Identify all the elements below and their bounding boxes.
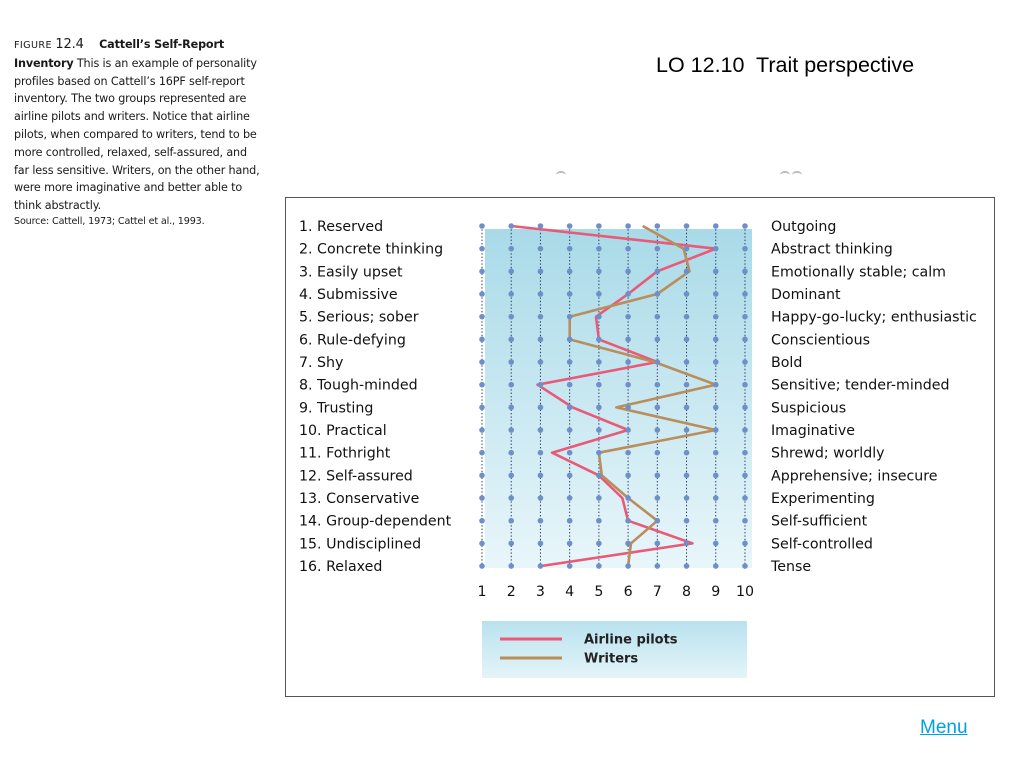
grid-dot [479, 359, 485, 365]
grid-dot [742, 314, 748, 320]
grid-dot [508, 405, 514, 411]
trait-label-left: 15. Undisciplined [299, 536, 422, 553]
grid-dot [713, 246, 719, 252]
grid-dot [596, 291, 602, 297]
grid-dot [567, 518, 573, 524]
grid-dot [713, 563, 719, 569]
grid-dot [684, 450, 690, 456]
grid-dot [742, 291, 748, 297]
x-tick-label: 10 [735, 584, 755, 600]
grid-dot [567, 405, 573, 411]
grid-dot [538, 473, 544, 479]
legend-label-airline-pilots: Airline pilots [584, 632, 678, 648]
grid-dot [655, 246, 661, 252]
grid-dot [567, 314, 573, 320]
grid-dot [596, 473, 602, 479]
x-tick-label: 3 [535, 584, 545, 600]
trait-label-left: 1. Reserved [299, 219, 384, 235]
grid-dot [625, 337, 631, 343]
trait-label-right: Conscientious [771, 332, 871, 349]
x-tick-label: 8 [682, 584, 692, 600]
grid-dot [508, 291, 514, 297]
grid-dot [567, 382, 573, 388]
grid-dot [742, 563, 748, 569]
grid-dot [655, 427, 661, 433]
grid-dot [713, 541, 719, 547]
grid-dot [713, 314, 719, 320]
grid-dot [625, 246, 631, 252]
trait-label-right: Bold [771, 355, 803, 372]
grid-dot [538, 450, 544, 456]
x-tick-label: 4 [565, 584, 575, 600]
grid-dot [538, 337, 544, 343]
grid-dot [567, 359, 573, 365]
grid-dot [742, 427, 748, 433]
grid-dot [655, 563, 661, 569]
figure-word: FIGURE [14, 40, 52, 51]
grid-dot [479, 450, 485, 456]
grid-dot [508, 518, 514, 524]
trait-label-left: 9. Trusting [299, 400, 374, 417]
grid-dot [538, 359, 544, 365]
grid-dot [538, 291, 544, 297]
grid-dot [567, 223, 573, 229]
trait-label-left: 3. Easily upset [299, 264, 403, 281]
cropped-text-fragment [792, 171, 802, 179]
grid-dot [479, 541, 485, 547]
grid-dot [567, 563, 573, 569]
grid-dot [538, 563, 544, 569]
grid-dot [655, 223, 661, 229]
grid-dot [508, 541, 514, 547]
grid-dot [742, 337, 748, 343]
grid-dot [567, 291, 573, 297]
grid-dot [538, 495, 544, 501]
grid-dot [684, 405, 690, 411]
grid-dot [713, 427, 719, 433]
grid-dot [479, 314, 485, 320]
x-tick-label: 1 [477, 584, 487, 600]
trait-label-left: 13. Conservative [299, 491, 420, 508]
trait-label-left: 4. Submissive [299, 287, 398, 304]
grid-dot [479, 427, 485, 433]
grid-dot [625, 405, 631, 411]
grid-dot [538, 269, 544, 275]
x-tick-label: 5 [594, 584, 604, 600]
chart-band [485, 229, 752, 568]
grid-dot [508, 223, 514, 229]
grid-dot [742, 495, 748, 501]
grid-dot [742, 223, 748, 229]
grid-dot [508, 427, 514, 433]
grid-dot [479, 382, 485, 388]
trait-label-left: 16. Relaxed [299, 559, 383, 576]
grid-dot [655, 269, 661, 275]
grid-dot [479, 246, 485, 252]
legend-box [482, 621, 747, 678]
grid-dot [508, 269, 514, 275]
grid-dot [596, 337, 602, 343]
grid-dot [567, 495, 573, 501]
grid-dot [655, 405, 661, 411]
figure-source: Source: Cattell, 1973; Cattel et al., 1993. [14, 215, 205, 227]
grid-dot [684, 427, 690, 433]
grid-dot [508, 246, 514, 252]
trait-label-right: Experimenting [771, 491, 875, 508]
grid-dot [479, 223, 485, 229]
grid-dot [567, 427, 573, 433]
grid-dot [713, 337, 719, 343]
grid-dot [479, 405, 485, 411]
grid-dot [479, 337, 485, 343]
trait-label-left: 2. Concrete thinking [299, 241, 444, 258]
trait-label-right: Dominant [771, 287, 841, 304]
grid-dot [538, 541, 544, 547]
grid-dot [567, 541, 573, 547]
grid-dot [655, 495, 661, 501]
grid-dot [596, 223, 602, 229]
trait-label-left: 5. Serious; sober [299, 309, 419, 326]
trait-label-right: Abstract thinking [771, 241, 893, 258]
figure-number: 12.4 [55, 37, 84, 52]
grid-dot [625, 314, 631, 320]
figure-body: This is an example of personality profiles based on Cattell’s 16PF self-report inventory. The two groups represented are airline pilots and writers. Notice that airline pilots, when compared to writers, tend to be more controlled, relaxed, self-assured, and far less sensitive. Writers, on the other hand, were more imaginative and better able to think abstractly. [14, 56, 260, 213]
grid-dot [742, 246, 748, 252]
grid-dot [596, 405, 602, 411]
grid-dot [625, 382, 631, 388]
grid-dot [625, 518, 631, 524]
grid-dot [538, 382, 544, 388]
grid-dot [508, 563, 514, 569]
figure-caption [14, 36, 262, 229]
trait-label-right: Shrewd; worldly [771, 445, 885, 462]
x-tick-label: 9 [711, 584, 721, 600]
figure-title: Cattell’s Self-Report Inventory [14, 38, 225, 70]
trait-label-right: Happy-go-lucky; enthusiastic [771, 309, 977, 326]
grid-dot [742, 450, 748, 456]
grid-dot [655, 518, 661, 524]
grid-dot [596, 495, 602, 501]
grid-dot [684, 359, 690, 365]
grid-dot [508, 473, 514, 479]
grid-dot [508, 382, 514, 388]
grid-dot [479, 495, 485, 501]
menu-link[interactable]: Menu [920, 717, 968, 738]
grid-dot [508, 495, 514, 501]
grid-dot [479, 291, 485, 297]
grid-dot [684, 269, 690, 275]
grid-dot [684, 246, 690, 252]
grid-dot [479, 518, 485, 524]
grid-dot [596, 246, 602, 252]
grid-dot [684, 291, 690, 297]
grid-dot [508, 337, 514, 343]
trait-label-right: Sensitive; tender-minded [771, 377, 950, 394]
grid-dot [625, 269, 631, 275]
x-tick-label: 2 [506, 584, 516, 600]
grid-dot [538, 518, 544, 524]
grid-dot [625, 223, 631, 229]
grid-dot [655, 541, 661, 547]
grid-dot [684, 541, 690, 547]
grid-dot [479, 269, 485, 275]
grid-dot [596, 427, 602, 433]
trait-label-right: Outgoing [771, 219, 837, 235]
trait-label-left: 7. Shy [299, 355, 344, 372]
grid-dot [567, 269, 573, 275]
grid-dot [713, 223, 719, 229]
grid-dot [655, 382, 661, 388]
trait-label-left: 6. Rule-defying [299, 332, 406, 349]
grid-dot [625, 563, 631, 569]
trait-label-left: 11. Fothright [299, 445, 391, 462]
cropped-text-fragment [556, 171, 566, 179]
grid-dot [713, 382, 719, 388]
grid-dot [684, 337, 690, 343]
grid-dot [596, 541, 602, 547]
grid-dot [538, 223, 544, 229]
grid-dot [596, 382, 602, 388]
grid-dot [684, 314, 690, 320]
trait-label-right: Apprehensive; insecure [771, 468, 938, 485]
grid-dot [538, 405, 544, 411]
grid-dot [684, 382, 690, 388]
grid-dot [567, 450, 573, 456]
chart-frame [285, 197, 995, 697]
grid-dot [596, 450, 602, 456]
grid-dot [538, 314, 544, 320]
trait-label-left: 14. Group-dependent [299, 513, 452, 530]
trait-label-right: Tense [771, 559, 812, 576]
grid-dot [655, 314, 661, 320]
grid-dot [655, 291, 661, 297]
grid-dot [713, 495, 719, 501]
trait-label-left: 10. Practical [299, 423, 387, 440]
profile-chart [286, 198, 993, 695]
grid-dot [538, 427, 544, 433]
grid-dot [567, 473, 573, 479]
grid-dot [596, 563, 602, 569]
grid-dot [508, 450, 514, 456]
trait-label-right: Imaginative [771, 423, 855, 440]
grid-dot [625, 291, 631, 297]
trait-label-left: 8. Tough-minded [299, 377, 418, 394]
grid-dot [655, 473, 661, 479]
grid-dot [625, 541, 631, 547]
grid-dot [713, 473, 719, 479]
x-tick-label: 7 [652, 584, 662, 600]
grid-dot [625, 427, 631, 433]
grid-dot [742, 269, 748, 275]
grid-dot [684, 563, 690, 569]
grid-dot [713, 359, 719, 365]
grid-dot [742, 405, 748, 411]
grid-dot [625, 359, 631, 365]
grid-dot [625, 450, 631, 456]
legend-label-writers: Writers [584, 651, 639, 667]
grid-dot [713, 405, 719, 411]
trait-label-right: Suspicious [771, 400, 847, 417]
grid-dot [625, 473, 631, 479]
grid-dot [655, 359, 661, 365]
grid-dot [567, 246, 573, 252]
grid-dot [479, 473, 485, 479]
grid-dot [479, 563, 485, 569]
grid-dot [742, 359, 748, 365]
grid-dot [567, 337, 573, 343]
grid-dot [742, 473, 748, 479]
grid-dot [596, 269, 602, 275]
grid-dot [655, 450, 661, 456]
trait-label-right: Emotionally stable; calm [771, 264, 946, 281]
grid-dot [713, 518, 719, 524]
grid-dot [713, 450, 719, 456]
slide-title: LO 12.10 Trait perspective [656, 53, 915, 77]
x-tick-label: 6 [623, 584, 633, 600]
grid-dot [684, 495, 690, 501]
grid-dot [742, 518, 748, 524]
trait-label-right: Self-controlled [771, 536, 873, 553]
grid-dot [596, 359, 602, 365]
grid-dot [508, 359, 514, 365]
grid-dot [684, 518, 690, 524]
grid-dot [713, 291, 719, 297]
grid-dot [538, 246, 544, 252]
trait-label-left: 12. Self-assured [299, 468, 413, 485]
grid-dot [625, 495, 631, 501]
grid-dot [742, 382, 748, 388]
grid-dot [596, 314, 602, 320]
grid-dot [684, 223, 690, 229]
trait-label-right: Self-sufficient [771, 513, 868, 530]
cropped-text-fragment [780, 171, 790, 179]
grid-dot [713, 269, 719, 275]
grid-dot [742, 541, 748, 547]
grid-dot [655, 337, 661, 343]
grid-dot [508, 314, 514, 320]
grid-dot [684, 473, 690, 479]
grid-dot [596, 518, 602, 524]
